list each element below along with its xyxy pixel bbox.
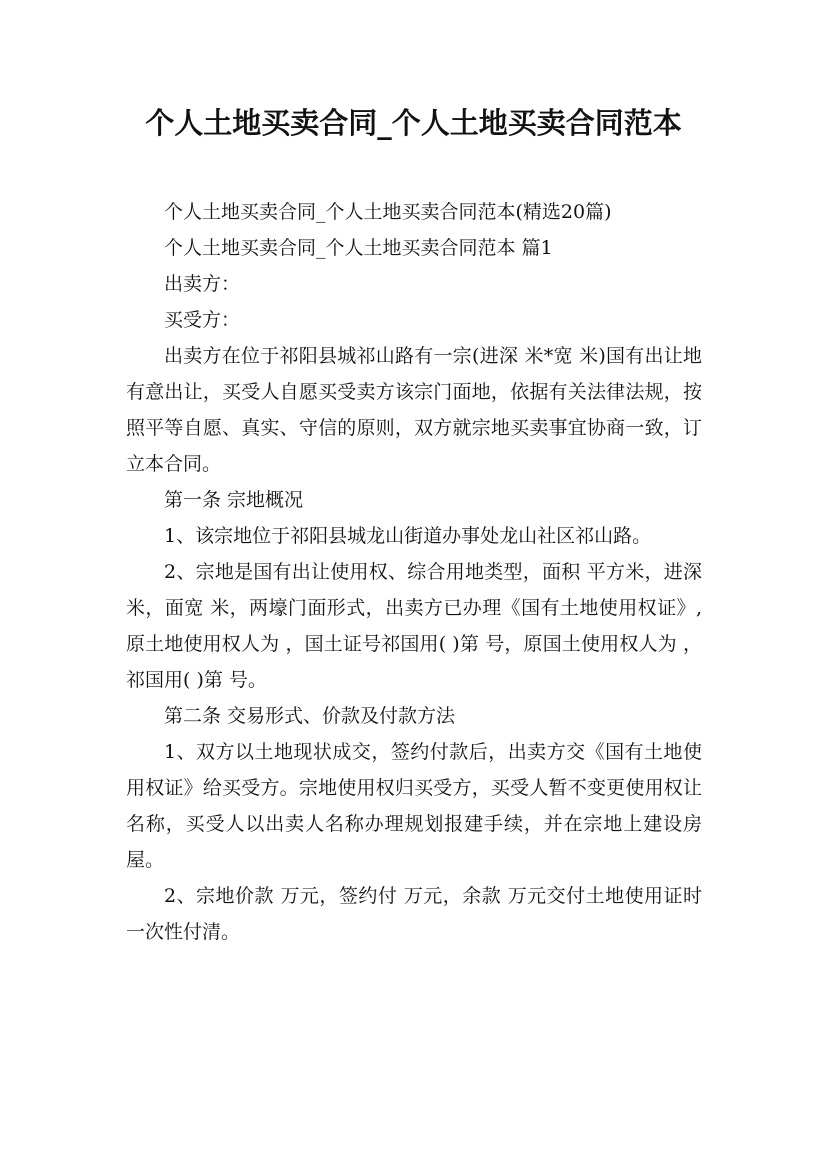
document-title: 个人土地买卖合同_个人土地买卖合同范本 <box>145 106 682 140</box>
paragraph-preamble: 出卖方在位于祁阳县城祁山路有一宗(进深 米*宽 米)国有出让地有意出让，买受人自愿买受卖方该宗门面地，依据有关法律法规，按照平等自愿、真实、守信的原则，双方就宗地买卖事宜协商一致，订立本合同。 <box>126 345 702 475</box>
paragraph-article-2-item-2: 2、宗地价款 万元，签约付 万元，余款 万元交付土地使用证时一次性付清。 <box>126 885 702 943</box>
paragraph-section-heading: 个人土地买卖合同_个人土地买卖合同范本 篇1 <box>164 237 553 259</box>
document-body <box>126 194 702 950</box>
paragraph-article-2-heading: 第二条 交易形式、价款及付款方法 <box>164 705 456 727</box>
paragraph-subtitle: 个人土地买卖合同_个人土地买卖合同范本(精选20篇) <box>164 201 612 223</box>
paragraph-article-2-item-1: 1、双方以土地现状成交，签约付款后，出卖方交《国有土地使用权证》给买受方。宗地使用权归买受方，买受人暂不变更使用权让名称，买受人以出卖人名称办理规划报建手续，并在宗地上建设房屋。 <box>126 741 702 871</box>
paragraph-article-1-item-1: 1、该宗地位于祁阳县城龙山街道办事处龙山社区祁山路。 <box>164 525 652 547</box>
paragraph-article-1-heading: 第一条 宗地概况 <box>164 489 304 511</box>
paragraph-article-1-item-2: 2、宗地是国有出让使用权、综合用地类型，面积 平方米，进深 米，面宽 米，两壕门面形式，出卖方已办理《国有土地使用权证》,原土地使用权人为 ，国土证号祁国用( )第 号，原国土使用权人为 ，祁国用( )第 号。 <box>126 561 702 691</box>
paragraph-buyer: 买受方： <box>164 309 241 331</box>
paragraph-seller: 出卖方： <box>164 273 241 295</box>
